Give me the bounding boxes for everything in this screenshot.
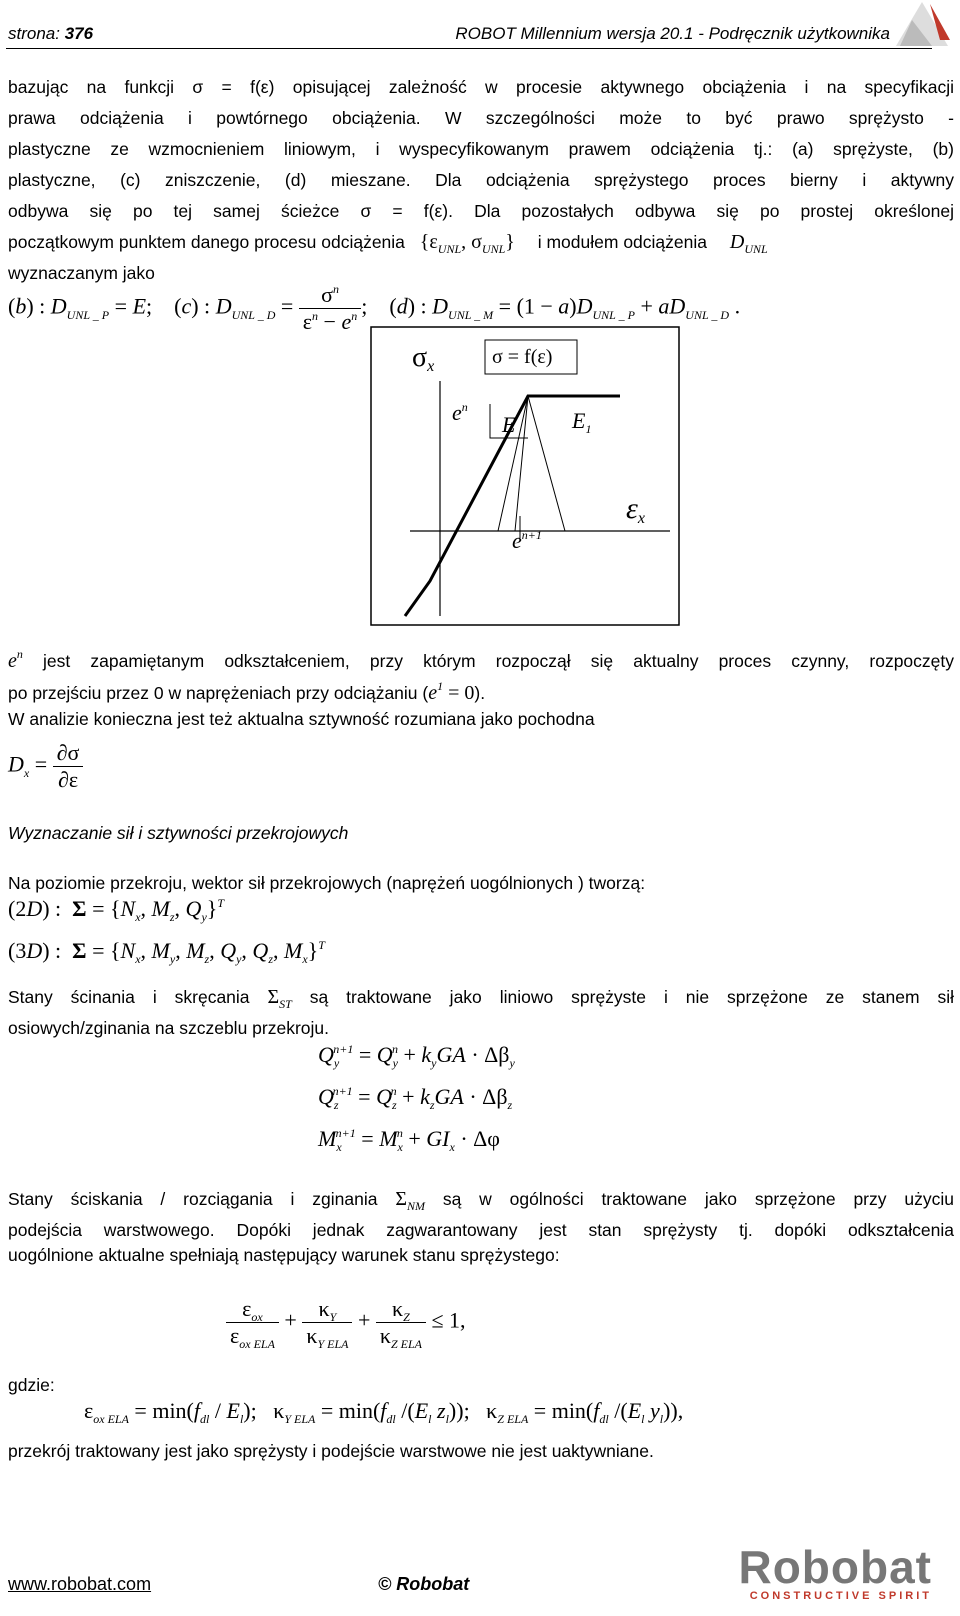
paragraph-1-line-2: prawa odciążenia i powtórnego obciążenia. W szczególności może to być prawo sprężysto -: [8, 108, 954, 128]
unload-line-damage: [528, 396, 565, 531]
force-vector-3d: (3D) : $\Sigma = \{N_x$, $M_y$, $M_z$, $Q_y$, $Q_z$, $M_x\}^T$: [8, 938, 325, 966]
elastic-limits-equation: $\varepsilon_{ox ELA} = \min(f_{dl} / E_l)$; $\kappa_{Y ELA} = \min(f_{dl}$ $/(E_l$ $z_l$)); $\kappa_{Z ELA} = \min(f_{dl}$ $/(E_l$ $y_l$)),: [84, 1398, 684, 1426]
paragraph-4-line-2: osiowych/zginania na szczeblu przekroju.: [8, 1018, 329, 1038]
sigma-nm-symbol: $\Sigma_{NM}$: [395, 1188, 425, 1213]
paragraph-5-line-1: Stany ściskania / rozciągania i zginania $\Sigma_{NM}$ są w ogólności traktowane jako sprzężone przy użyciu: [8, 1188, 954, 1213]
en-label: $e^n$: [452, 400, 468, 425]
website-link[interactable]: www.robobat.com: [8, 1574, 152, 1594]
shear-z-update-equation: $Q_z^{n+1} = Q_z^n + k_zGA \cdot \Delta\beta_z$: [318, 1084, 513, 1112]
paragraph-4-line-1: Stany ścinania i skręcania $\Sigma_{ST}$ są traktowane jako liniowo sprężyste i nie sprzężone ze stanem sił: [8, 986, 954, 1011]
E-label: E: [502, 412, 516, 437]
paragraph-1-line-3: plastyczne ze wzmocnieniem liniowym, i wyspecyfikowanym prawem odciążenia tj.: (a) sprężyste, (b): [8, 139, 954, 159]
unload-point-formula: {$\varepsilon_{UNL}$, $\sigma_{UNL}$}: [419, 231, 515, 256]
en-inline-symbol: $e^n$: [8, 647, 23, 672]
header-rule: [6, 48, 932, 49]
paragraph-2-line-3: W analizie konieczna jest też aktualna sztywność rozumiana jako pochodna: [8, 709, 595, 729]
elastic-condition-equation: $\frac{\varepsilon_{ox}}{\varepsilon_{ox ELA}}$ + $\frac{\kappa_Y}{\kappa_{Y ELA}}$ + $\frac{\kappa_Z}{\kappa_{Z ELA}}$ ≤ 1,: [226, 1296, 466, 1349]
sigma-st-symbol: $\Sigma_{ST}$: [267, 986, 292, 1011]
en1-label: $e^{n+1}$: [512, 528, 542, 553]
paragraph-1-line-1: bazując na funkcji σ = f(ε) opisującej zależność w procesie aktywnego obciążenia i na specyfikacji: [8, 77, 954, 97]
E1-label: $E_1$: [572, 408, 592, 436]
paragraph-2-line-2: po przejściu przez 0 w naprężeniach przy odciążaniu $(e^1 = 0)$.: [8, 679, 486, 704]
robobat-brand-logo: [722, 1540, 932, 1602]
robobat-triangle-logo-icon: [892, 0, 952, 48]
section-title: Wyznaczanie sił i sztywności przekrojowych: [8, 823, 349, 843]
page-header: [0, 0, 960, 52]
shear-y-update-equation: $Q_y^{n+1} = Q_y^n + k_yGA \cdot \Delta\beta_y$: [318, 1042, 515, 1070]
paragraph-1-line-7: wyznaczanym jako: [8, 263, 155, 283]
e1-equals-zero: $e^1 = 0$: [428, 679, 475, 704]
law-label: σ = f(ε): [492, 346, 553, 368]
epsilon-x-label: εx: [626, 492, 645, 527]
paragraph-1-line-6: początkowym punktem danego procesu odciążenia {$\varepsilon_{UNL}$, $\sigma_{UNL}$} i modułem odciążenia $D_{UNL}$: [8, 231, 768, 256]
stiffness-derivative-equation: $D_x$ = $\frac{\partial\sigma}{\partial\varepsilon}$: [8, 740, 83, 793]
paragraph-5-line-3: uogólnione aktualne spełniają następujący warunek stanu sprężystego:: [8, 1245, 560, 1265]
unload-modulus-symbol: $D_{UNL}$: [729, 231, 768, 256]
paragraph-2-line-1: $e^n$ jest zapamiętanym odkształceniem, przy którym rozpoczął się aktualny proces czynny, rozpoczęty: [8, 647, 954, 672]
paragraph-5-line-2: podejścia warstwowego. Dopóki jednak zagwarantowany jest stan sprężysty tj. dopóki odkształcenia: [8, 1220, 954, 1240]
sigma-x-label: σx: [412, 342, 435, 375]
book-title: ROBOT Millennium wersja 20.1 - Podręcznik użytkownika: [455, 24, 890, 43]
unload-modulus-equations: (b) : $D_{UNL \_ P} = E$; (c) : $D_{UNL \_ D}$ = $\frac{\sigma^n}{\varepsilon^n - e^n}$ ; (d) : $D_{UNL \_ M} = (1 - a)D_{UNL \_ P} + aD_{UNL \_ D}$ .: [8, 282, 741, 334]
paragraph-1-line-4: plastyczne, (c) zniszczenie, (d) mieszane. Dla odciążenia sprężystego proces bierny i aktywny: [8, 170, 954, 190]
gdzie-label: gdzie:: [8, 1375, 55, 1395]
paragraph-6: przekrój traktowany jest jako sprężysty i podejście warstwowe nie jest uaktywniane.: [8, 1441, 654, 1461]
force-vector-2d: (2D) : $\Sigma = \{N_x$, $M_z$, $Q_y\}^T$: [8, 896, 225, 924]
copyright: © Robobat: [378, 1574, 470, 1594]
paragraph-1-line-5: odbywa się po tej samej ścieżce σ = f(ε). Dla pozostałych odbywa się po prostej określonej: [8, 201, 954, 221]
brand-wordmark: Robobat: [738, 1541, 932, 1593]
torsion-update-equation: $M_x^{n+1} = M_x^n + GI_x \cdot \Delta\varphi$: [318, 1126, 500, 1154]
page-footer: [0, 1540, 960, 1616]
brand-tagline: CONSTRUCTIVE SPIRIT: [749, 1590, 932, 1602]
page-number-label: strona: 376: [8, 24, 94, 43]
paragraph-3-line-1: Na poziomie przekroju, wektor sił przekrojowych (naprężeń uogólnionych ) tworzą:: [8, 873, 646, 893]
